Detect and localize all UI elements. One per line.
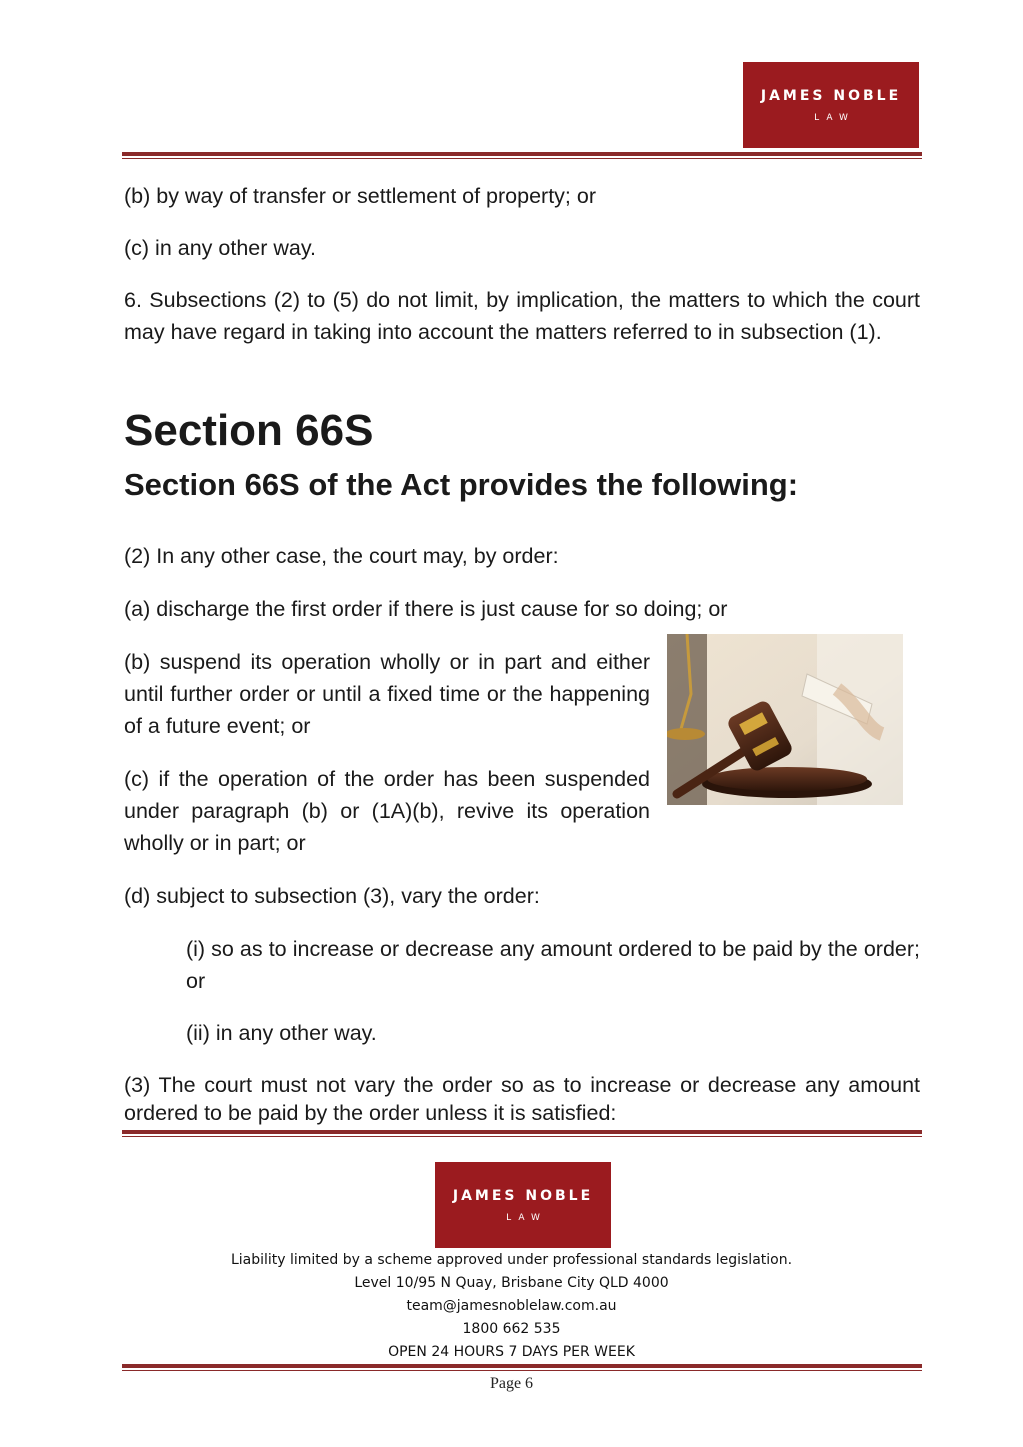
paragraph-2: (2) In any other case, the court may, by order: bbox=[124, 544, 559, 568]
section-subtitle: Section 66S of the Act provides the following: bbox=[124, 467, 799, 502]
header-logo bbox=[743, 62, 919, 148]
footer-logo bbox=[435, 1162, 611, 1248]
logo-name: JAMES NOBLE bbox=[452, 1187, 594, 1204]
paragraph-3: (3) The court must not vary the order so as to increase or decrease any amount ordered to be paid by the order unless it is satisfied: bbox=[124, 1073, 920, 1125]
paragraph-6: 6. Subsections (2) to (5) do not limit, by implication, the matters to which the court may have regard in taking into account the matters referred to in subsection (1). bbox=[124, 288, 920, 344]
paragraph-d: (d) subject to subsection (3), vary the order: bbox=[124, 884, 540, 908]
footer-bottom-rule bbox=[122, 1364, 922, 1371]
paragraph-b-transfer: (b) by way of transfer or settlement of property; or bbox=[124, 184, 596, 208]
footer-address: Level 10/95 N Quay, Brisbane City QLD 4000 bbox=[354, 1275, 669, 1291]
gavel-image bbox=[667, 634, 903, 805]
footer-liability: Liability limited by a scheme approved under professional standards legislation. bbox=[230, 1252, 793, 1268]
logo-sub: LAW bbox=[506, 1212, 547, 1223]
logo-name: JAMES NOBLE bbox=[760, 87, 902, 104]
paragraph-ii: (ii) in any other way. bbox=[186, 1021, 377, 1045]
footer-hours: OPEN 24 HOURS 7 DAYS PER WEEK bbox=[388, 1344, 635, 1360]
footer-top-rule bbox=[122, 1130, 922, 1137]
header-rule bbox=[122, 152, 922, 159]
logo-sub: LAW bbox=[814, 112, 855, 123]
section-title: Section 66S bbox=[124, 406, 374, 455]
paragraph-c-revive: (c) if the operation of the order has been suspended under paragraph (b) or (1A)(b), revive its operation wholly or in part; or bbox=[124, 767, 650, 855]
paragraph-a: (a) discharge the first order if there is just cause for so doing; or bbox=[124, 597, 728, 621]
page-number: Page 6 bbox=[489, 1375, 534, 1392]
footer-email: team@jamesnoblelaw.com.au bbox=[406, 1298, 617, 1314]
paragraph-i: (i) so as to increase or decrease any amount ordered to be paid by the order; or bbox=[186, 937, 920, 993]
footer-phone: 1800 662 535 bbox=[462, 1321, 561, 1337]
paragraph-c-other: (c) in any other way. bbox=[124, 236, 316, 260]
paragraph-b-suspend: (b) suspend its operation wholly or in part and either until further order or until a fixed time or the happening of a future event; or bbox=[124, 650, 650, 738]
